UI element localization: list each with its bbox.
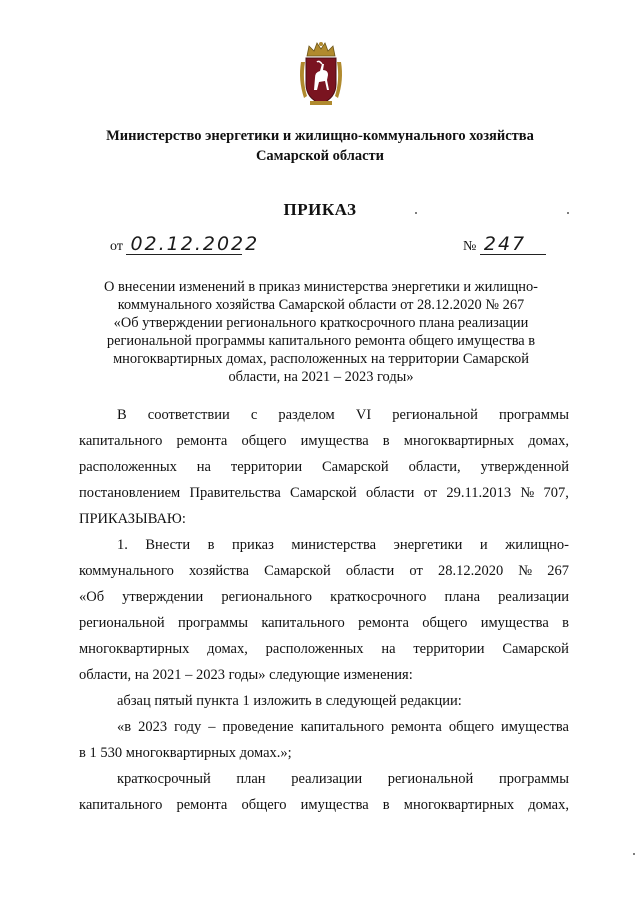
body-word: 707, [543, 485, 569, 501]
body-word: домах, [207, 641, 248, 657]
scan-speck [633, 853, 635, 855]
subject-line: О внесении изменений в приказ министерства энергетики и жилищно- [104, 279, 538, 295]
body-line [79, 636, 569, 662]
order-date [110, 233, 260, 255]
subject-line: коммунального хозяйства Самарской области от 28.12.2020 № 267 [117, 297, 525, 313]
body-word: Самарской [322, 459, 389, 475]
body-word: расположенных [79, 459, 177, 475]
body-word: 1. [117, 537, 128, 553]
subject-line: «Об утверждении регионального краткосрочного плана реализации [113, 315, 529, 331]
body-line [79, 584, 569, 610]
body-word: общего [422, 615, 468, 631]
document-type-title: ПРИКАЗ [283, 200, 357, 219]
body-word: в [382, 797, 390, 813]
body-word: Самарской [502, 641, 569, 657]
body-word: и [479, 537, 488, 553]
date-prefix: от [110, 239, 123, 254]
number-handwritten: 247 [480, 234, 546, 255]
body-word: области, [408, 459, 461, 475]
order-number [463, 234, 546, 255]
date-handwritten: 02.12.2022 [126, 234, 242, 255]
body-word: приказ [232, 537, 274, 553]
body-word: министерства [291, 537, 377, 553]
body-word: 267 [547, 563, 569, 579]
body-word: Внести [145, 537, 191, 553]
body-line: в 1 530 многоквартирных домах.»; [79, 745, 292, 761]
body-word: ремонта [176, 433, 228, 449]
body-word: регионального [221, 589, 313, 605]
body-line: области, на 2021 – 2023 годы» следующие изменения: [79, 667, 413, 683]
body-word: плана [444, 589, 481, 605]
body-word: Самарской [264, 563, 331, 579]
body-line [79, 792, 569, 818]
body-word: региональной [79, 615, 165, 631]
body-word: проведение [222, 719, 294, 735]
body-word: общего [241, 797, 287, 813]
body-word: Самарской [290, 485, 357, 501]
body-word: коммунального [79, 563, 174, 579]
body-line [79, 480, 569, 506]
body-word: году [174, 719, 202, 735]
body-word: «Об [79, 589, 105, 605]
body-word: территории [413, 641, 485, 657]
body-word: в [562, 615, 569, 631]
body-word: краткосрочный [117, 771, 211, 787]
body-line [79, 532, 569, 558]
body-word: ремонта [176, 797, 228, 813]
body-word: программы [498, 771, 569, 787]
body-word: утверждении [122, 589, 204, 605]
number-prefix: № [463, 239, 477, 254]
body-line [79, 558, 569, 584]
body-word: разделом [278, 407, 335, 423]
body-line [79, 454, 569, 480]
body-line [79, 766, 569, 792]
body-line: ПРИКАЗЫВАЮ: [79, 511, 186, 527]
body-line: абзац пятый пункта 1 изложить в следующей редакции: [117, 693, 462, 709]
body-word: жилищно- [505, 537, 569, 553]
body-line [79, 402, 569, 428]
body-word: 28.12.2020 [437, 563, 504, 579]
body-word: капитального [79, 433, 163, 449]
body-word: общего [448, 719, 494, 735]
body-line [79, 714, 569, 740]
ministry-line-2: Самарской области [255, 148, 385, 164]
body-word: соответствии [147, 407, 230, 423]
subject-line: многоквартирных домах, расположенных на территории Самарской [113, 351, 529, 367]
body-word: хозяйства [189, 563, 249, 579]
body-word: на [196, 459, 211, 475]
body-line [79, 610, 569, 636]
body-word: В [117, 407, 127, 423]
body-word: ремонта [358, 615, 409, 631]
body-word: в [382, 433, 390, 449]
order-body [79, 402, 569, 818]
body-word: 29.11.2013 [446, 485, 512, 501]
body-word: от [423, 485, 438, 501]
ministry-line-1: Министерство энергетики и жилищно-коммунального хозяйства [106, 128, 534, 144]
body-word: реализации [498, 589, 569, 605]
body-word: области [365, 485, 415, 501]
body-word: имущества [300, 797, 369, 813]
subject-line: области, на 2021 – 2023 годы» [228, 369, 414, 385]
body-word: краткосрочного [330, 589, 427, 605]
body-word: план [236, 771, 266, 787]
body-word: № [518, 563, 533, 579]
body-word: Правительства [189, 485, 281, 501]
body-word: постановлением [79, 485, 181, 501]
body-word: капитального [261, 615, 345, 631]
body-word: имущества [480, 615, 549, 631]
body-word: энергетики [393, 537, 463, 553]
body-word: имущества [500, 719, 569, 735]
order-subject [86, 278, 556, 386]
body-word: № [520, 485, 535, 501]
body-word: с [250, 407, 258, 423]
body-word: области [345, 563, 395, 579]
ministry-name [80, 126, 560, 166]
body-word: программы [177, 615, 248, 631]
scan-speck [567, 212, 569, 214]
subject-line: региональной программы капитального ремонта общего имущества в [106, 333, 536, 349]
body-word: ремонта [391, 719, 442, 735]
body-word: – [208, 719, 216, 735]
body-word: расположенных [265, 641, 364, 657]
body-word: домах, [528, 797, 569, 813]
body-word: капитального [300, 719, 384, 735]
body-word: от [409, 563, 423, 579]
body-word: имущества [300, 433, 369, 449]
body-word: региональной [392, 407, 478, 423]
scan-speck [415, 212, 417, 214]
body-word: реализации [291, 771, 363, 787]
body-word: капитального [79, 797, 163, 813]
body-line [79, 428, 569, 454]
body-word: на [381, 641, 396, 657]
coat-of-arms-emblem [298, 40, 344, 108]
body-word: VI [355, 407, 372, 423]
body-word: территории [230, 459, 303, 475]
body-word: многоквартирных [79, 641, 190, 657]
body-word: утвержденной [480, 459, 569, 475]
body-word: региональной [387, 771, 474, 787]
body-word: многоквартирных [403, 797, 515, 813]
body-word: «в [117, 719, 132, 735]
body-word: домах, [528, 433, 569, 449]
body-word: 2023 [138, 719, 168, 735]
body-word: программы [498, 407, 569, 423]
body-word: общего [241, 433, 287, 449]
body-word: многоквартирных [403, 433, 515, 449]
body-word: в [207, 537, 215, 553]
